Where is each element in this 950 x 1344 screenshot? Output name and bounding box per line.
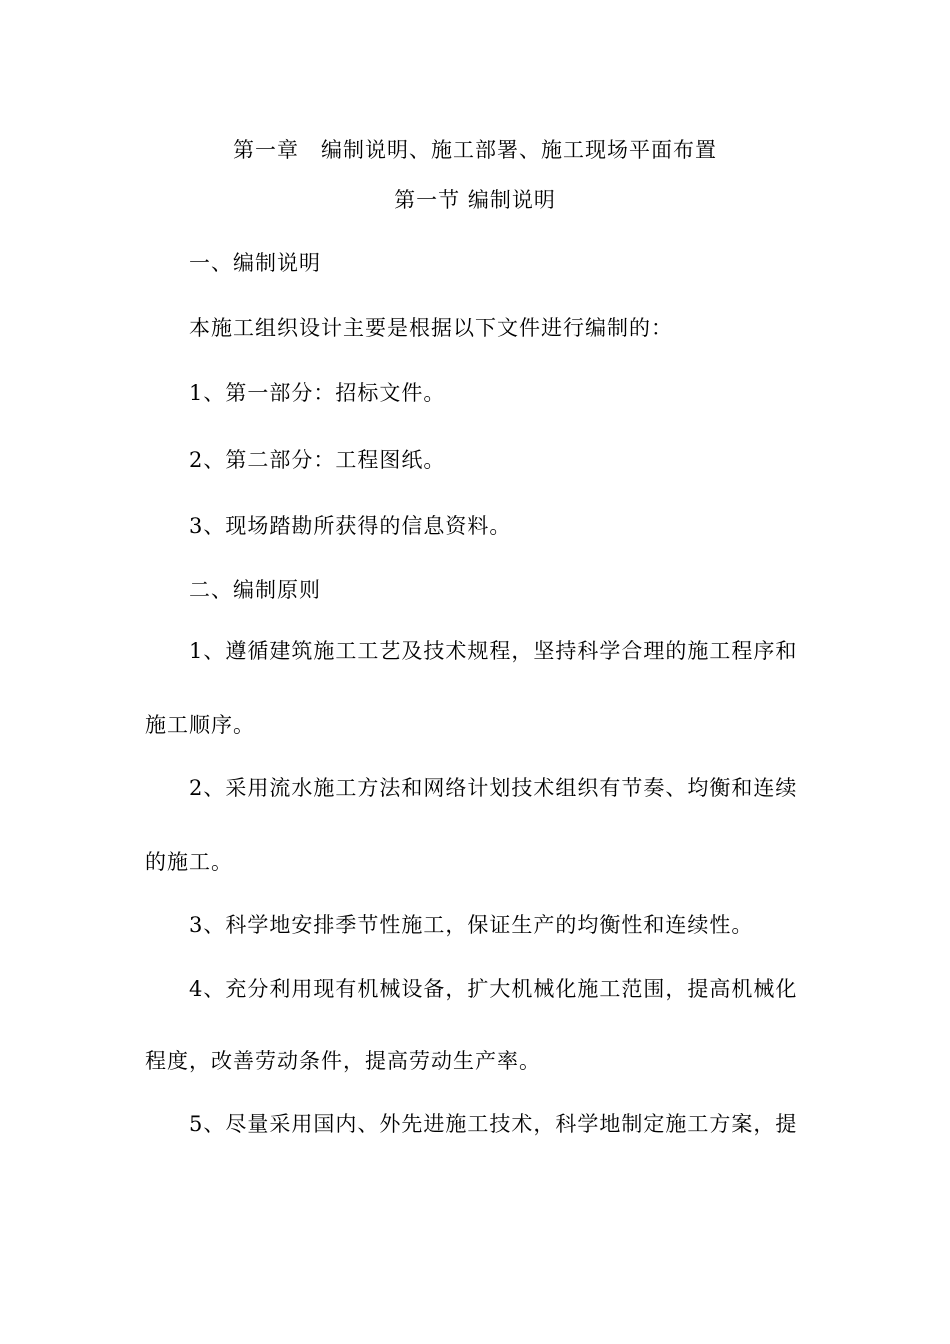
principle-item: 3、科学地安排季节性施工，保证生产的均衡性和连续性。 — [189, 913, 754, 937]
list-item: 3、现场踏勘所获得的信息资料。 — [189, 514, 512, 538]
paragraph-intro: 本施工组织设计主要是根据以下文件进行编制的： — [189, 316, 673, 340]
principle-item: 4、充分利用现有机械设备，扩大机械化施工范围，提高机械化 — [189, 977, 798, 1001]
chapter-title: 第一章 编制说明、施工部署、施工现场平面布置 — [233, 138, 717, 162]
principle-item: 2、采用流水施工方法和网络计划技术组织有节奏、均衡和连续 — [189, 776, 798, 800]
principle-item-continuation: 程度，改善劳动条件，提高劳动生产率。 — [145, 1049, 541, 1073]
principle-item: 1、遵循建筑施工工艺及技术规程，坚持科学合理的施工程序和 — [189, 639, 798, 663]
heading-compilation-notes: 一、编制说明 — [189, 251, 321, 275]
section-title: 第一节 编制说明 — [394, 188, 556, 212]
list-item: 2、第二部分：工程图纸。 — [189, 448, 446, 472]
list-item: 1、第一部分：招标文件。 — [189, 381, 446, 405]
heading-principles: 二、编制原则 — [189, 578, 321, 602]
principle-item-continuation: 的施工。 — [145, 850, 233, 874]
principle-item-continuation: 施工顺序。 — [145, 713, 255, 737]
principle-item: 5、尽量采用国内、外先进施工技术，科学地制定施工方案，提 — [189, 1112, 798, 1136]
